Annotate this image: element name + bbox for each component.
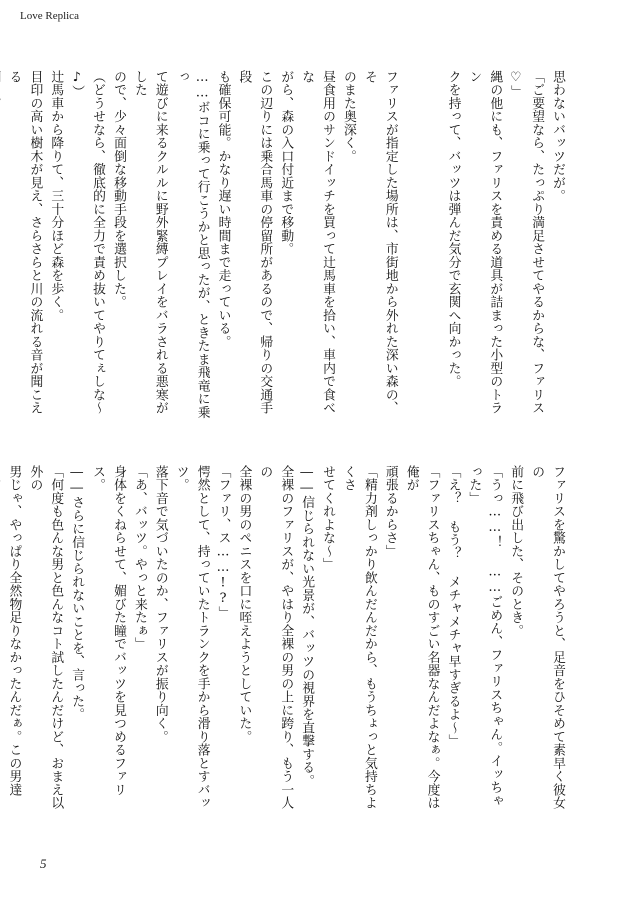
text-line: ――さらに信じられないことを、言った。 (69, 465, 85, 722)
text-line: 男じゃ、やっぱり全然物足りなかったんだぁ。この男達 (6, 465, 22, 797)
running-title: Love Replica (20, 10, 79, 22)
text-line: 頑張るからさ」 (382, 465, 398, 558)
text-line: ――信じられない光景が、バッツの視界を直撃する。 (299, 465, 315, 788)
text-line: 「何度も色んな男と色んなコト試したんだけど、おまえ以外の (27, 465, 64, 810)
text-block-bottom (6, 465, 567, 815)
text-line: ので、少々面倒な移動手段を選択した。 (110, 70, 126, 309)
text-line: ……ボコに乗って行こうかと思ったが、ときたま飛竜に乗っ (173, 70, 210, 419)
text-line: 愕然として、持っていたトランクを手から滑り落とすバッツ。 (173, 465, 210, 810)
blank-line (400, 70, 421, 420)
text-line: て遊びに来るクルルに野外緊縛プレイをバラされる悪寒がした (131, 70, 168, 415)
text-line: せてくれよな〜」 (320, 465, 336, 571)
text-line: 「ファリスちゃん、ものすごい名器なんだよなぁ。今度は俺が (403, 465, 440, 810)
text-line: のまた奥深く。 (340, 70, 356, 163)
text-line: 前に飛び出した、そのとき。 (508, 465, 524, 638)
text-line: 全裸のファリスが、やはり全裸の男の上に跨り、もう一人の (257, 465, 294, 810)
text-line (0, 70, 3, 420)
text-line: 目印の高い樹木が見え、さらさらと川の流れる音が聞こえる (6, 70, 43, 415)
text-line: ファリスを驚かしてやろうと、足音をひそめて素早く彼女の (529, 465, 565, 810)
text-line: も確保可能。かなり遅い時間まで走っている。 (215, 70, 231, 349)
text-line: がら、森の入口付近まで移動。 (278, 70, 294, 256)
text-line: 「ご要望なら、たっぷり満足させてやるからな、ファリス♡」 (508, 70, 545, 415)
blank-line (421, 70, 442, 420)
text-line: この辺りには乗合馬車の停留所があるので、帰りの交通手段 (236, 70, 273, 415)
text-line: 辻馬車から降りて、三十分ほど森を歩く。 (48, 70, 64, 322)
text-line: 「あ、バッツ。やっと来たぁ」 (131, 465, 147, 651)
text-line: 「精力剤しっかり飲んだんだから、もうちょっと気持ちよくさ (340, 465, 377, 810)
text-line: 「ファリ、ス……!?」 (215, 465, 231, 620)
text-line: 「え？ もう？ メチャメチャ早すぎるよ〜」 (445, 465, 461, 748)
text-line: 思わないバッツだが。 (550, 70, 565, 203)
text-line: 昼食用のサンドイッチを買って辻馬車を拾い、車内で食べな (299, 70, 336, 415)
page-number: 5 (40, 856, 47, 871)
text-line: 縄の他にも、ファリスを責める道具が詰まった小型のトラン (466, 70, 503, 415)
text-line: （どうせなら、徹底的に全力で責め抜いてやりてぇしな〜♪） (69, 70, 106, 415)
text-line: 「うっ……！ ……ごめん、ファリスちゃん。イッちゃった」 (466, 465, 503, 808)
text-line: 身体をくねらせて、媚びた瞳でバッツを見つめるファリス。 (90, 465, 126, 797)
text-line: 落下音で気づいたのか、ファリスが振り向く。 (152, 465, 168, 744)
text-line: クを持って、バッツは弾んだ気分で玄関へ向かった。 (445, 70, 461, 388)
text-line: ファリスが指定した場所は、市街地から外れた深い森の、そ (361, 70, 398, 415)
text-block-top (6, 70, 567, 420)
text-line: 全裸の男のペニスを口に咥えようとしていた。 (236, 465, 252, 744)
